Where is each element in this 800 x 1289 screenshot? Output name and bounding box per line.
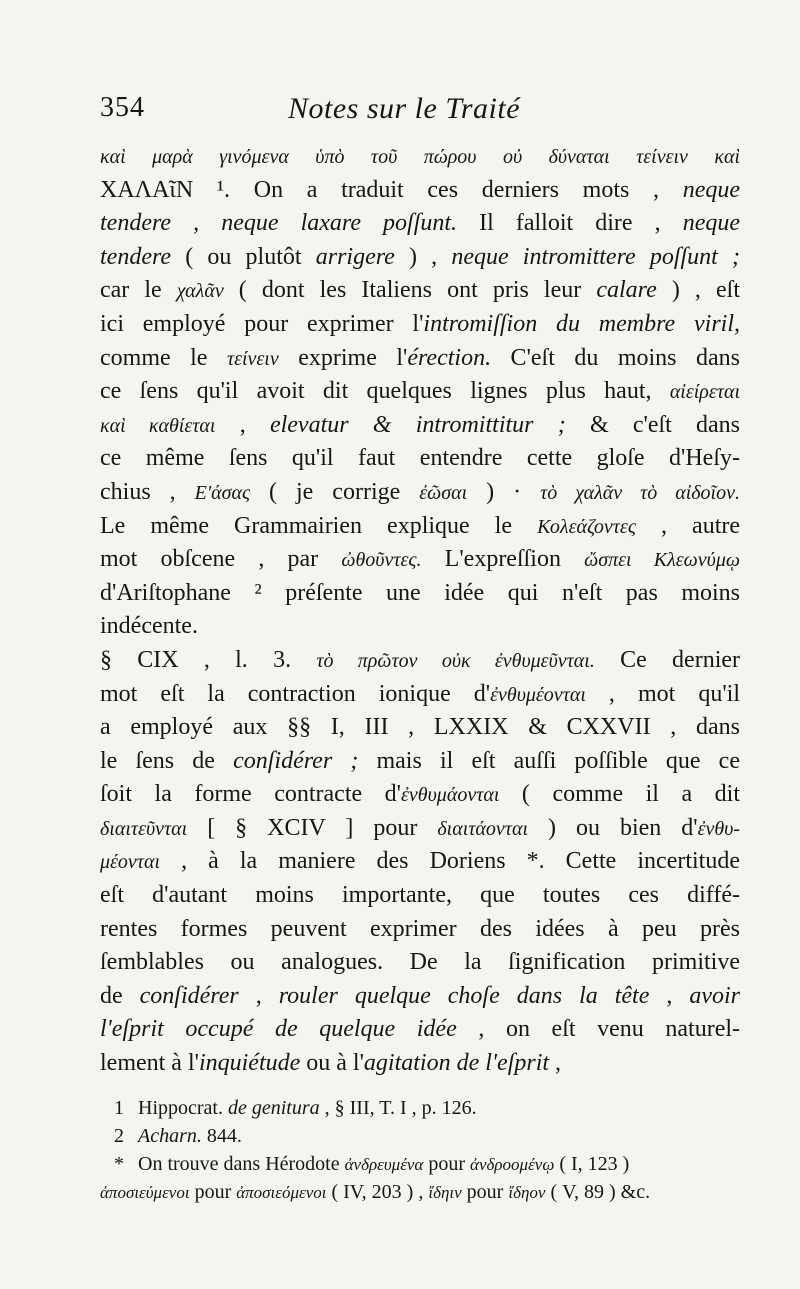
italic-text: arrigere: [315, 243, 395, 270]
text-run: C'eſt du moins dans: [491, 344, 740, 371]
greek-text: ἀποσιεύμενοι: [100, 1183, 190, 1202]
text-line: [100, 845, 740, 879]
text-run: d'Ariſtophane ² préſente une idée qui n'eſt pas moins: [100, 579, 740, 606]
text-line: [100, 476, 740, 510]
italic-text: neque intromittere poſſunt ;: [451, 243, 740, 270]
greek-text: ἴδηιν: [428, 1183, 462, 1202]
text-run: 844.: [201, 1125, 242, 1147]
greek-text: μέονται: [100, 851, 161, 874]
italic-text: calare: [596, 277, 657, 304]
italic-text: conſidérer: [139, 982, 239, 1009]
footnote-mark: 1: [114, 1097, 124, 1119]
text-run: rentes formes peuvent exprimer des idées à peu près: [100, 915, 740, 942]
text-run: On a traduit ces derniers mots ,: [253, 176, 683, 203]
greek-text: ὠθοῦντες.: [341, 549, 422, 572]
greek-text: διαιτάονται: [437, 817, 528, 840]
footnotes: [100, 1094, 740, 1206]
text-run: § CIX , l. 3.: [100, 646, 317, 673]
text-run: mais il eſt auſſi poſſible que ce: [358, 747, 740, 774]
text-run: ) , eſt: [656, 277, 740, 304]
text-run: ce ſens qu'il avoit dit quelques lignes plus haut,: [100, 378, 670, 405]
text-run: , à la maniere des Doriens *. Cette incertitude: [160, 848, 740, 875]
text-run: ( dont les Italiens ont pris leur: [223, 277, 597, 304]
text-run: Ce dernier: [594, 646, 740, 673]
text-run: ( ou plutôt: [171, 243, 316, 270]
text-run: , § III, T. I , p. 126.: [319, 1097, 477, 1119]
text-line: [100, 308, 740, 342]
text-run: ,: [238, 982, 279, 1009]
footnote: [100, 1094, 740, 1122]
text-run: ( I, 123 ): [554, 1153, 630, 1175]
text-run: comme le: [100, 344, 227, 371]
italic-text: tendere: [100, 243, 172, 270]
greek-text: τὸ χαλᾶν τὸ αἰδοῖον.: [540, 481, 740, 504]
greek-text: καὶ καθίεται: [100, 414, 216, 437]
text-run: exprime l': [278, 344, 408, 371]
italic-text: intromiſſion du membre viril,: [423, 310, 740, 337]
footnote: [100, 1150, 740, 1178]
italic-text: avoir: [689, 982, 740, 1009]
italic-text: de genitura: [227, 1097, 320, 1119]
greek-text: ἐνθυ-: [697, 817, 740, 840]
text-run: ,: [215, 411, 270, 438]
greek-text: ὤσπει Κλεωνύμῳ: [584, 549, 740, 572]
text-run: pour: [461, 1181, 509, 1203]
text-run: le ſens de: [100, 747, 234, 774]
text-line: [100, 409, 740, 443]
text-line: [100, 644, 740, 678]
text-line: [100, 375, 740, 409]
greek-text: Κολεάζοντες: [537, 515, 636, 538]
greek-text: ἐνθυμάονται: [401, 784, 500, 807]
text-run: ,: [649, 982, 690, 1009]
italic-text: agitation de l'eſprit: [363, 1050, 550, 1077]
text-run: , autre: [635, 512, 740, 539]
text-run: a employé aux §§ I, III , LXXIX & CXXVII , dans: [100, 714, 740, 741]
footnote: [100, 1122, 740, 1150]
text-run: ( comme il a dit: [499, 781, 740, 808]
greek-text: ἴδηον: [508, 1183, 546, 1202]
greek-text: αἰείρεται: [669, 381, 740, 404]
text-run: ( je corrige: [250, 478, 420, 505]
italic-text: elevatur & intromittitur ;: [269, 411, 566, 438]
text-run: ce même ſens qu'il faut entendre cette gloſe d'Heſy-: [100, 445, 740, 472]
greek-text: ἀνδροομένῳ: [470, 1155, 555, 1174]
text-line: [100, 778, 740, 812]
text-line: [100, 140, 740, 174]
italic-text: Acharn.: [138, 1125, 202, 1147]
text-run: pour: [423, 1153, 471, 1175]
text-run: , mot qu'il: [585, 680, 740, 707]
text-line: [100, 980, 740, 1014]
text-run: car le: [100, 277, 177, 304]
footnote-mark: 2: [114, 1125, 124, 1147]
text-run: ou à l': [300, 1050, 364, 1077]
page-header: [100, 92, 740, 132]
text-line: [100, 442, 740, 476]
text-line: [100, 207, 740, 241]
text-run: Il falloit dire ,: [457, 210, 683, 237]
text-run: L'expreſſion: [421, 546, 585, 573]
greek-text: Ε'άσας: [194, 481, 251, 504]
text-run: [ § XCIV ] pour: [187, 814, 438, 841]
greek-text: τὸ πρῶτον οὐκ ἐνθυμεῦνται.: [316, 649, 595, 672]
greek-text: διαιτεῦνται: [100, 817, 188, 840]
greek-text: χαλᾶν: [176, 280, 224, 303]
text-line: [100, 241, 740, 275]
text-run: mot obſcene , par: [100, 546, 342, 573]
text-run: ) ·: [467, 478, 541, 505]
text-run: ) ou bien d': [528, 814, 698, 841]
greek-text: ἀποσιεόμενοι: [236, 1183, 327, 1202]
text-run: ici employé pour exprimer l': [100, 310, 424, 337]
text-line: [100, 745, 740, 779]
text-line: [100, 174, 740, 208]
italic-text: neque: [682, 176, 740, 203]
italic-text: tendere , neque laxare poſſunt.: [100, 210, 458, 237]
italic-text: rouler quelque choſe dans la tête: [278, 982, 650, 1009]
text-line: [100, 913, 740, 947]
text-line: [100, 342, 740, 376]
text-line: [100, 711, 740, 745]
greek-text: ἐῶσαι: [419, 481, 468, 504]
text-line: [100, 610, 740, 644]
greek-text: καὶ μαρὰ γινόμενα ὑπὸ τοῦ πώρου οὐ δύναται τείνειν καὶ: [100, 146, 740, 168]
body-text: [100, 140, 740, 1081]
italic-text: l'eſprit occupé de quelque idée: [100, 1016, 457, 1043]
text-run: chius ,: [100, 478, 195, 505]
text-run: On trouve dans Hérodote: [138, 1153, 345, 1175]
italic-text: conſidérer ;: [233, 747, 359, 774]
text-run: , on eſt venu naturel-: [456, 1016, 740, 1043]
text-line: [100, 510, 740, 544]
italic-text: érection.: [407, 344, 492, 371]
text-run: de: [100, 982, 140, 1009]
footnote-mark: *: [114, 1153, 124, 1175]
text-line: [100, 1013, 740, 1047]
text-run: pour: [189, 1181, 237, 1203]
text-line: [100, 577, 740, 611]
page-number: 354: [100, 92, 145, 123]
text-line: [100, 812, 740, 846]
italic-text: inquiétude: [198, 1050, 301, 1077]
text-run: lement à l': [100, 1050, 199, 1077]
text-run: Le même Grammairien explique le: [100, 512, 538, 539]
text-run: ,: [549, 1050, 562, 1077]
text-run: & c'eſt dans: [565, 411, 740, 438]
text-line: [100, 1047, 740, 1081]
greek-text: ἀνδρευμένα: [344, 1155, 424, 1174]
text-run: ſemblables ou analogues. De la ſignification primitive: [100, 949, 740, 976]
text-line: [100, 946, 740, 980]
text-line: [100, 274, 740, 308]
text-line: [100, 543, 740, 577]
text-run: Hippocrat.: [138, 1097, 228, 1119]
greek-text: ἐνθυμέονται: [490, 683, 586, 706]
greek-text: τείνειν: [226, 347, 279, 370]
text-run: eſt d'autant moins importante, que toutes ces diffé-: [100, 882, 740, 909]
italic-text: neque: [682, 210, 740, 237]
text-run: ΧΑΛΑῖΝ ¹.: [100, 176, 254, 203]
text-run: mot eſt la contraction ionique d': [100, 680, 491, 707]
text-run: ) ,: [394, 243, 452, 270]
text-line: [100, 879, 740, 913]
footnote: [100, 1178, 740, 1206]
text-run: indécente.: [100, 613, 198, 640]
text-run: ſoit la forme contracte d': [100, 781, 402, 808]
text-run: ( V, 89 ) &c.: [545, 1181, 651, 1203]
text-run: ( IV, 203 ) ,: [326, 1181, 429, 1203]
text-line: [100, 678, 740, 712]
running-head: Notes sur le Traité: [288, 92, 521, 125]
